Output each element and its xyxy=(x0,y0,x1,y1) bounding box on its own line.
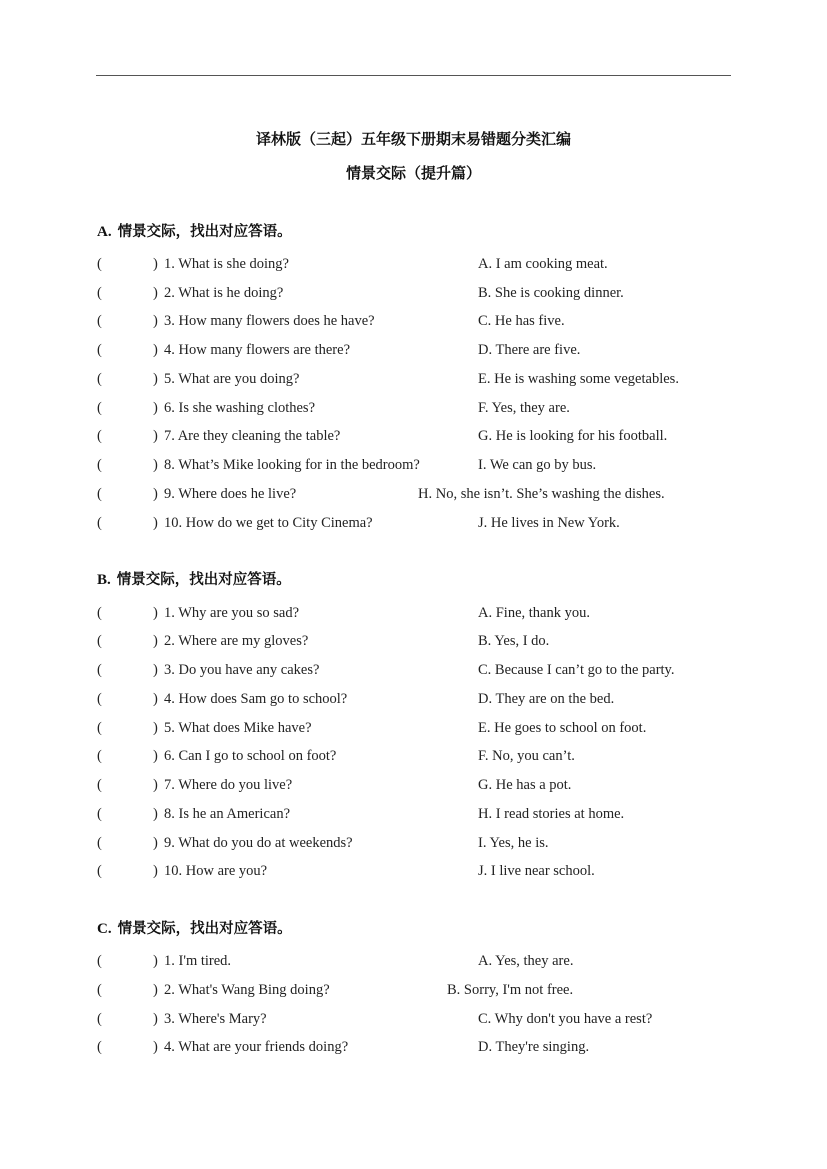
question-text: 7. Where do you live? xyxy=(164,777,293,793)
answer-blank-open[interactable]: ( xyxy=(97,1011,102,1027)
answer-blank-open[interactable]: ( xyxy=(97,400,102,416)
answer-blank-open[interactable]: ( xyxy=(97,1039,102,1055)
answer-blank-open[interactable]: ( xyxy=(97,633,102,649)
header-rule xyxy=(96,75,731,76)
question-row xyxy=(0,1008,827,1030)
question-row xyxy=(0,602,827,624)
question-text: 9. Where does he live? xyxy=(164,486,297,502)
question-row xyxy=(0,774,827,796)
question-row xyxy=(0,630,827,652)
answer-blank-open[interactable]: ( xyxy=(97,313,102,329)
question-text: 4. What are your friends doing? xyxy=(164,1039,349,1055)
answer-blank-close: ) xyxy=(153,953,158,969)
answer-blank-open[interactable]: ( xyxy=(97,953,102,969)
question-text: 2. What is he doing? xyxy=(164,285,284,301)
question-text: 9. What do you do at weekends? xyxy=(164,835,353,851)
question-row xyxy=(0,282,827,304)
answer-option: C. Why don't you have a rest? xyxy=(478,1011,653,1027)
section-c-heading xyxy=(97,918,292,940)
question-row xyxy=(0,512,827,534)
question-row xyxy=(0,803,827,825)
answer-blank-close: ) xyxy=(153,863,158,879)
answer-option: H. No, she isn’t. She’s washing the dishes. xyxy=(418,486,665,502)
answer-blank-open[interactable]: ( xyxy=(97,691,102,707)
answer-blank-close: ) xyxy=(153,400,158,416)
answer-option: F. No, you can’t. xyxy=(478,748,575,764)
answer-blank-open[interactable]: ( xyxy=(97,835,102,851)
answer-blank-open[interactable]: ( xyxy=(97,806,102,822)
question-row xyxy=(0,745,827,767)
question-text: 3. Where's Mary? xyxy=(164,1011,267,1027)
answer-option: A. Fine, thank you. xyxy=(478,605,590,621)
answer-blank-close: ) xyxy=(153,633,158,649)
answer-option: A. I am cooking meat. xyxy=(478,256,608,272)
answer-blank-open[interactable]: ( xyxy=(97,515,102,531)
question-row xyxy=(0,1036,827,1058)
answer-blank-close: ) xyxy=(153,428,158,444)
question-row xyxy=(0,310,827,332)
answer-blank-close: ) xyxy=(153,1011,158,1027)
answer-option: I. We can go by bus. xyxy=(478,457,597,473)
question-row xyxy=(0,832,827,854)
answer-blank-open[interactable]: ( xyxy=(97,256,102,272)
question-row xyxy=(0,253,827,275)
answer-blank-open[interactable]: ( xyxy=(97,777,102,793)
answer-blank-open[interactable]: ( xyxy=(97,748,102,764)
answer-blank-close: ) xyxy=(153,486,158,502)
page-title: 译林版（三起）五年级下册期末易错题分类汇编 xyxy=(255,130,571,148)
question-text: 4. How many flowers are there? xyxy=(164,342,351,358)
question-row xyxy=(0,368,827,390)
answer-blank-open[interactable]: ( xyxy=(97,342,102,358)
question-text: 8. Is he an American? xyxy=(164,806,291,822)
answer-option: J. He lives in New York. xyxy=(478,515,620,531)
question-row xyxy=(0,339,827,361)
question-text: 1. Why are you so sad? xyxy=(164,605,300,621)
answer-option: C. Because I can’t go to the party. xyxy=(478,662,675,678)
question-row xyxy=(0,979,827,1001)
page-subtitle: 情景交际（提升篇） xyxy=(345,164,481,182)
question-row xyxy=(0,950,827,972)
answer-option: E. He is washing some vegetables. xyxy=(478,371,679,387)
question-text: 8. What’s Mike looking for in the bedroom? xyxy=(164,457,420,473)
question-text: 2. Where are my gloves? xyxy=(164,633,309,649)
answer-blank-close: ) xyxy=(153,806,158,822)
answer-option: B. She is cooking dinner. xyxy=(478,285,624,301)
answer-option: E. He goes to school on foot. xyxy=(478,720,647,736)
question-row xyxy=(0,860,827,882)
answer-blank-close: ) xyxy=(153,605,158,621)
question-text: 10. How are you? xyxy=(164,863,268,879)
question-row xyxy=(0,717,827,739)
question-text: 3. How many flowers does he have? xyxy=(164,313,375,329)
question-text: 1. What is she doing? xyxy=(164,256,289,272)
answer-blank-open[interactable]: ( xyxy=(97,285,102,301)
answer-option: D. They are on the bed. xyxy=(478,691,615,707)
answer-blank-open[interactable]: ( xyxy=(97,720,102,736)
question-row xyxy=(0,397,827,419)
answer-blank-close: ) xyxy=(153,982,158,998)
answer-blank-close: ) xyxy=(153,691,158,707)
answer-option: F. Yes, they are. xyxy=(478,400,570,416)
answer-option: C. He has five. xyxy=(478,313,565,329)
question-row xyxy=(0,688,827,710)
answer-blank-close: ) xyxy=(153,835,158,851)
answer-blank-close: ) xyxy=(153,457,158,473)
question-text: 1. I'm tired. xyxy=(164,953,232,969)
answer-blank-close: ) xyxy=(153,720,158,736)
answer-option: B. Sorry, I'm not free. xyxy=(447,982,574,998)
section-letter: B. xyxy=(97,572,111,588)
question-row xyxy=(0,425,827,447)
answer-option: G. He has a pot. xyxy=(478,777,572,793)
answer-option: I. Yes, he is. xyxy=(478,835,549,851)
section-instruction: 情景交际，找出对应答语。 xyxy=(117,921,292,937)
answer-blank-open[interactable]: ( xyxy=(97,371,102,387)
question-text: 3. Do you have any cakes? xyxy=(164,662,320,678)
question-text: 2. What's Wang Bing doing? xyxy=(164,982,330,998)
question-row xyxy=(0,659,827,681)
answer-blank-close: ) xyxy=(153,342,158,358)
answer-blank-open[interactable]: ( xyxy=(97,457,102,473)
answer-blank-close: ) xyxy=(153,313,158,329)
answer-blank-close: ) xyxy=(153,256,158,272)
answer-blank-close: ) xyxy=(153,371,158,387)
answer-blank-open[interactable]: ( xyxy=(97,982,102,998)
section-instruction: 情景交际，找出对应答语。 xyxy=(117,224,292,240)
answer-blank-open[interactable]: ( xyxy=(97,863,102,879)
answer-option: G. He is looking for his football. xyxy=(478,428,668,444)
answer-blank-open[interactable]: ( xyxy=(97,428,102,444)
question-text: 6. Is she washing clothes? xyxy=(164,400,316,416)
answer-option: H. I read stories at home. xyxy=(478,806,625,822)
question-text: 10. How do we get to City Cinema? xyxy=(164,515,373,531)
answer-blank-close: ) xyxy=(153,1039,158,1055)
answer-option: D. They're singing. xyxy=(478,1039,590,1055)
answer-blank-open[interactable]: ( xyxy=(97,662,102,678)
answer-option: J. I live near school. xyxy=(478,863,595,879)
answer-option: A. Yes, they are. xyxy=(478,953,574,969)
question-text: 5. What are you doing? xyxy=(164,371,300,387)
question-text: 7. Are they cleaning the table? xyxy=(164,428,341,444)
question-row xyxy=(0,454,827,476)
answer-blank-open[interactable]: ( xyxy=(97,486,102,502)
section-a-heading xyxy=(97,221,292,243)
section-letter: C. xyxy=(97,921,112,937)
answer-option: B. Yes, I do. xyxy=(478,633,550,649)
answer-blank-open[interactable]: ( xyxy=(97,605,102,621)
section-instruction: 情景交际，找出对应答语。 xyxy=(116,572,291,588)
question-text: 4. How does Sam go to school? xyxy=(164,691,348,707)
answer-blank-close: ) xyxy=(153,515,158,531)
answer-blank-close: ) xyxy=(153,662,158,678)
answer-blank-close: ) xyxy=(153,285,158,301)
question-text: 6. Can I go to school on foot? xyxy=(164,748,337,764)
section-letter: A. xyxy=(97,224,112,240)
answer-blank-close: ) xyxy=(153,748,158,764)
question-row xyxy=(0,483,827,505)
answer-option: D. There are five. xyxy=(478,342,581,358)
answer-blank-close: ) xyxy=(153,777,158,793)
section-b-heading xyxy=(97,569,291,591)
question-text: 5. What does Mike have? xyxy=(164,720,312,736)
